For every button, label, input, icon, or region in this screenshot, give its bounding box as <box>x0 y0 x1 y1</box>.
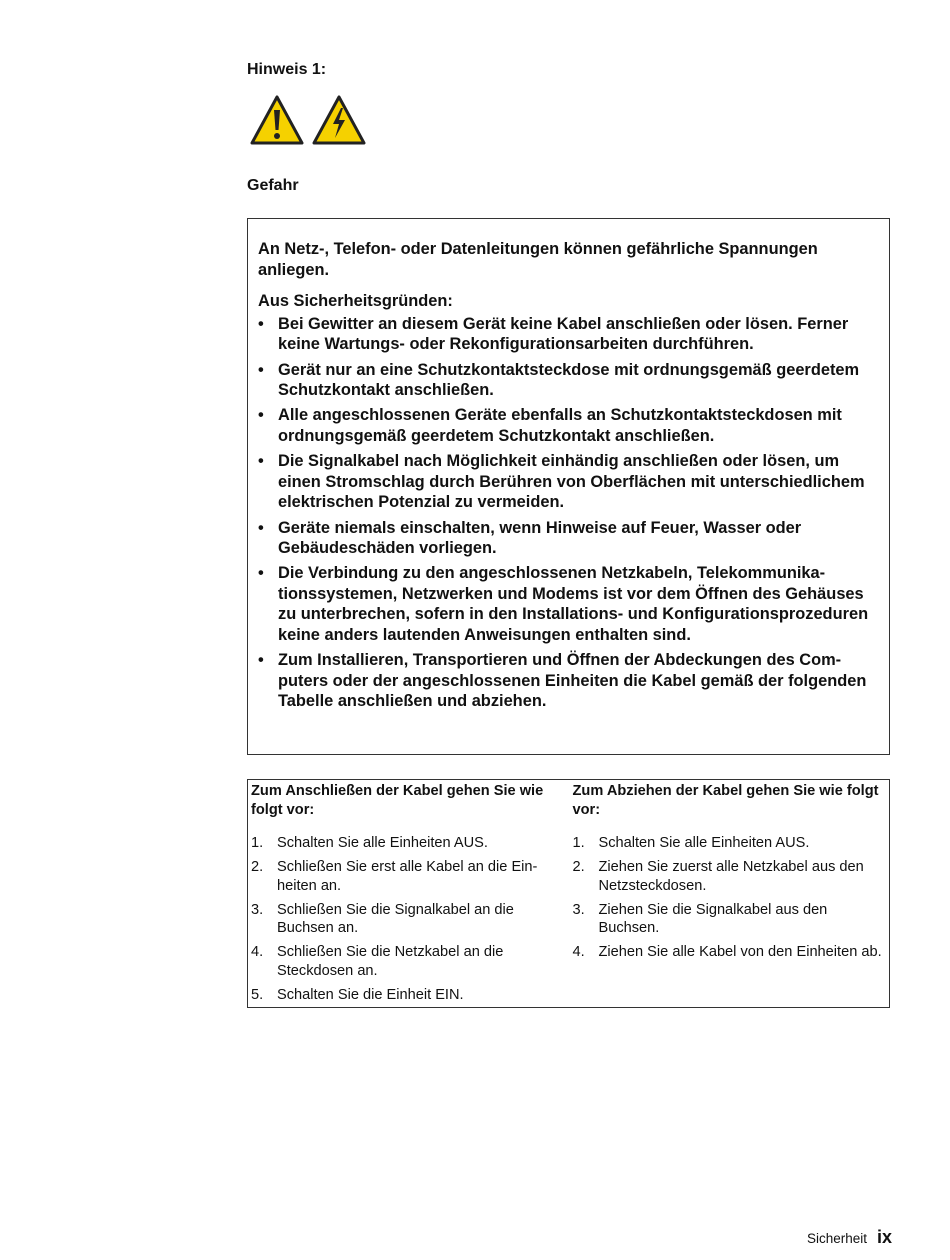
safety-subheading: Aus Sicherheitsgründen: <box>258 292 453 311</box>
step-number: 3. <box>572 901 585 918</box>
disconnect-step <box>573 858 890 895</box>
step-text: Schließen Sie erst alle Kabel an die Einheiten an. <box>277 859 538 894</box>
safety-list-item: • Die Signalkabel nach Möglichkeit einhändig anschließen oder lösen, um einen Stromschlag durch Berühren von Oberflächen mit unterschiedlichem elektrischen Potenzial zu vermeiden. <box>258 451 879 513</box>
disconnect-step <box>573 834 890 853</box>
danger-label: Gefahr <box>247 177 299 194</box>
page-number: ix <box>876 1227 892 1247</box>
step-number: 4. <box>251 944 264 960</box>
page-footer <box>807 1227 892 1248</box>
step-text: Ziehen Sie die Signalkabel aus den Buchsen. <box>598 901 828 936</box>
hazard-icons <box>249 94 367 146</box>
cable-procedure-table <box>247 779 890 1008</box>
safety-list-item: • Gerät nur an eine Schutzkontaktsteckdose mit ordnungsgemäß geerdetem Schutzkontakt anschließen. <box>258 360 879 401</box>
step-number: 2. <box>572 859 585 875</box>
step-text: Ziehen Sie alle Kabel von den Einheiten ab. <box>598 944 882 960</box>
safety-list <box>258 314 879 712</box>
danger-lead-text: An Netz-, Telefon- oder Datenleitungen können gefährliche Spannungen anliegen. <box>258 240 818 279</box>
step-text: Schalten Sie die Einheit EIN. <box>277 986 464 1003</box>
connect-step <box>251 986 569 1005</box>
connect-step <box>251 901 569 938</box>
step-number: 1. <box>251 835 264 851</box>
step-number: 5. <box>251 986 264 1003</box>
connect-header: Zum Anschließen der Kabel gehen Sie wie folgt vor: <box>251 783 544 818</box>
safety-list-item: • Alle angeschlossenen Geräte ebenfalls an Schutzkontaktsteckdosen mit ordnungsgemäß geerdetem Schutzkontakt anschließen. <box>258 405 879 446</box>
footer-section-title: Sicherheit <box>806 1231 867 1246</box>
connect-column <box>248 780 569 1007</box>
step-number: 1. <box>572 835 585 851</box>
step-text: Schließen Sie die Signalkabel an die Buchsen an. <box>277 901 514 936</box>
warning-exclamation-icon <box>249 94 305 146</box>
step-number: 3. <box>251 901 264 918</box>
disconnect-steps <box>573 834 890 962</box>
step-number: 2. <box>251 859 264 875</box>
safety-list-item: • Geräte niemals einschalten, wenn Hinweise auf Feuer, Wasser oder Gebäudeschäden vorliegen. <box>258 518 879 559</box>
electrical-hazard-icon <box>311 94 367 146</box>
safety-list-item: • Zum Installieren, Transportieren und Öffnen der Abdeckungen des Computers oder der angeschlossenen Einheiten die Kabel gemäß der folgenden Tabelle anschließen und abziehen. <box>258 650 879 712</box>
danger-notice-box <box>247 218 890 755</box>
step-number: 4. <box>572 944 585 960</box>
safety-list-item: • Bei Gewitter an diesem Gerät keine Kabel anschließen oder lösen. Ferner keine Wartungs- oder Rekonfigurationsarbeiten durchführen. <box>258 314 879 355</box>
safety-list-item: • Die Verbindung zu den angeschlossenen Netzkabeln, Telekommunikationssystemen, Netzwerken und Modems ist vor dem Öffnen des Gehäuses zu unterbrechen, sofern in den Installations- und Konfigurationsprozeduren keine anders lautenden Anweisungen enthalten sind. <box>258 563 879 645</box>
disconnect-step <box>573 901 890 938</box>
connect-step <box>251 943 569 980</box>
disconnect-column <box>569 780 890 1007</box>
step-text: Ziehen Sie zuerst alle Netzkabel aus den Netzsteckdosen. <box>598 859 864 894</box>
disconnect-step <box>573 943 890 962</box>
connect-step <box>251 834 569 853</box>
step-text: Schalten Sie alle Einheiten AUS. <box>598 835 810 851</box>
disconnect-header: Zum Abziehen der Kabel gehen Sie wie folgt vor: <box>572 783 879 818</box>
step-text: Schalten Sie alle Einheiten AUS. <box>277 835 488 851</box>
notice-title: Hinweis 1: <box>247 61 327 78</box>
step-text: Schließen Sie die Netzkabel an die Steckdosen an. <box>277 944 504 979</box>
connect-step <box>251 858 569 895</box>
connect-steps <box>251 834 569 1004</box>
